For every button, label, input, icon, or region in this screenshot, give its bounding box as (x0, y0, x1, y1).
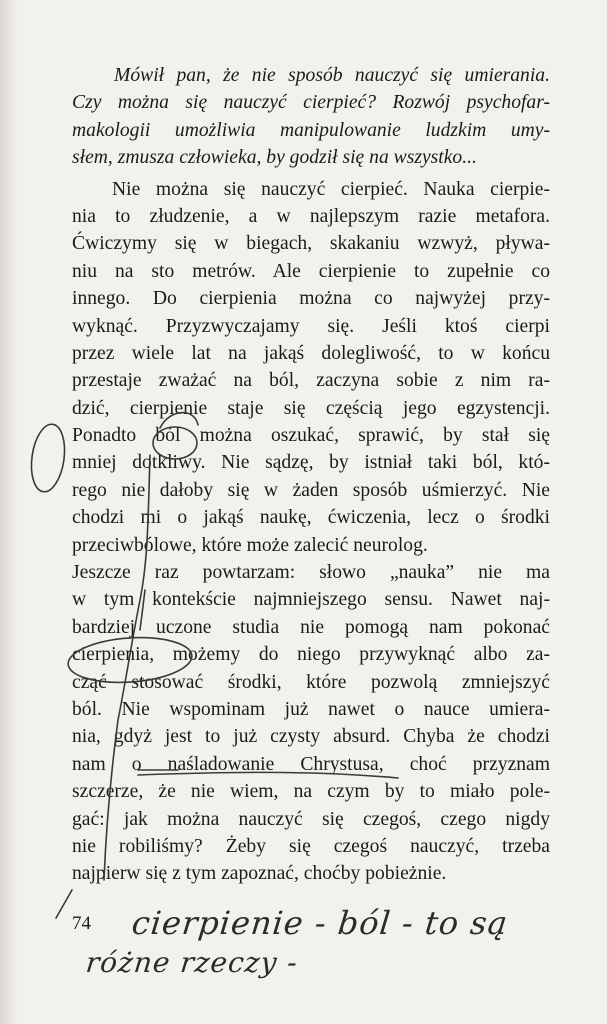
answer-line: cząć stosować środki, które pozwolą zmniejszyć (72, 671, 550, 693)
answer-line: Ponadto ból można oszukać, sprawić, by stał się (72, 425, 550, 447)
answer-line: Ćwiczymy się w biegach, skakaniu wzwyż, pływa- (72, 233, 550, 255)
handwritten-note-line-2: różne rzeczy - (84, 946, 300, 979)
answer-line: niu na sto metrów. Ale cierpienie to zupełnie co (72, 260, 550, 282)
answer-line: szczerze, że nie wiem, na czym by to miało pole- (72, 781, 550, 803)
answer-line: dzić, cierpienie staje się częścią jego egzystencji. (72, 397, 550, 419)
answer-line: gać: jak można nauczyć się czegoś, czego nigdy (72, 808, 550, 830)
answer-line: przeciwbólowe, które może zalecić neurolog. (72, 534, 428, 556)
answer-line: przez wiele lat na jakąś dolegliwość, to w końcu (72, 342, 550, 364)
answer-line: nie robiliśmy? Żeby się czegoś nauczyć, trzeba (72, 835, 550, 857)
answer-line: bardziej uczone studia nie pomogą nam pokonać (72, 616, 550, 638)
question-line: makologii umożliwia manipulowanie ludzkim umy- (72, 119, 550, 141)
answer-line: Nie można się nauczyć cierpieć. Nauka cierpie- (112, 178, 550, 200)
interview-question (72, 62, 550, 172)
answer-line: cierpienia, możemy do niego przywyknąć albo za- (72, 644, 550, 666)
answer-line: Jeszcze raz powtarzam: słowo „nauka” nie ma (72, 562, 550, 584)
question-line: Mówił pan, że nie sposób nauczyć się umierania. (114, 65, 550, 86)
answer-line: nam o naśladowanie Chrystusa, choć przyznam (72, 753, 550, 775)
answer-line: przestaje zważać na ból, zaczyna sobie z nim ra- (72, 370, 550, 392)
page-number: 74 (72, 913, 91, 934)
margin-oval-mark (27, 422, 68, 494)
answer-line: w tym kontekście najmniejszego sensu. Nawet naj- (72, 589, 550, 611)
page-text (72, 62, 550, 888)
answer-line: nia, gdyż jest to już czysty absurd. Chyba że chodzi (72, 726, 550, 748)
answer-line: ból. Nie wspominam już nawet o nauce umiera- (72, 698, 550, 720)
answer-line: mniej dotkliwy. Nie sądzę, by istniał taki ból, któ- (72, 452, 550, 474)
answer-line: najpierw się z tym zapoznać, choćby pobieżnie. (72, 863, 447, 885)
question-line: słem, zmusza człowieka, by godził się na wszystko... (72, 147, 477, 169)
question-line: Czy można się nauczyć cierpieć? Rozwój psychofar- (72, 92, 550, 114)
handwritten-note-line-1: cierpienie - ból - to są (130, 904, 510, 942)
answer-line: innego. Do cierpienia można co najwyżej przy- (72, 288, 550, 310)
answer-line: wyknąć. Przyzwyczajamy się. Jeśli ktoś cierpi (72, 315, 550, 337)
diagonal-mark (56, 890, 72, 918)
interview-answer (72, 176, 550, 888)
page-gutter-shadow (0, 0, 18, 1024)
answer-line: chodzi mi o jakąś naukę, ćwiczenia, lecz o środki (72, 507, 550, 529)
answer-line: nia to złudzenie, a w najlepszym razie metafora. (72, 205, 550, 227)
answer-line: rego nie dałoby się w żaden sposób uśmierzyć. Nie (72, 479, 550, 501)
